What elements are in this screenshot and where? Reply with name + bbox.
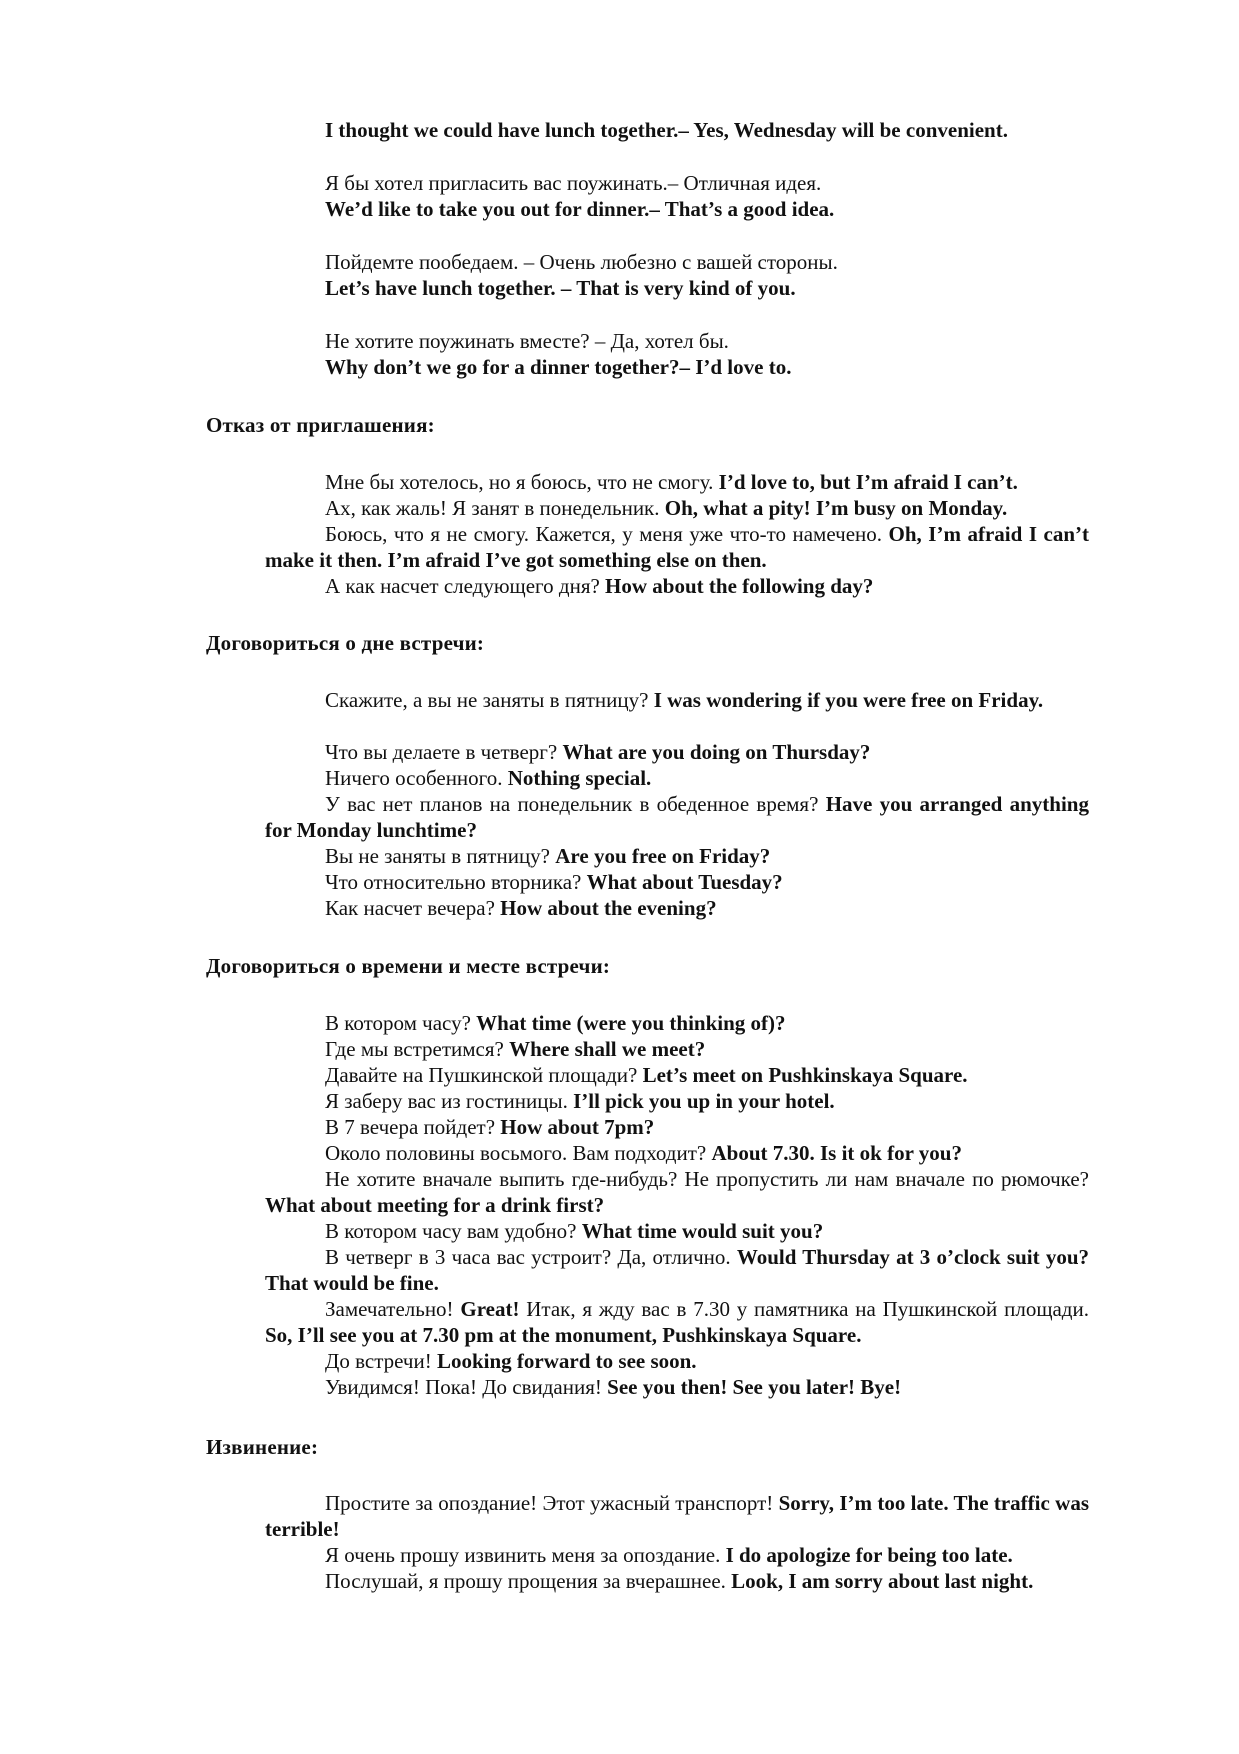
- english-phrase: What about meeting for a drink first?: [265, 1193, 605, 1217]
- russian-phrase: Я бы хотел пригласить вас поужинать.– Отличная идея.: [325, 171, 822, 195]
- phrase-pair: [265, 1218, 1089, 1244]
- russian-phrase: В котором часу?: [325, 1011, 477, 1035]
- section-heading: Извинение:: [206, 1435, 319, 1459]
- russian-phrase: Мне бы хотелось, но я боюсь, что не смогу.: [325, 470, 719, 494]
- english-phrase: I’d love to, but I’m afraid I can’t.: [718, 470, 1018, 494]
- russian-phrase: В котором часу вам удобно?: [325, 1219, 582, 1243]
- russian-phrase: Простите за опоздание! Этот ужасный транспорт!: [325, 1491, 779, 1515]
- russian-phrase: Не хотите поужинать вместе? – Да, хотел бы.: [325, 329, 729, 353]
- english-phrase: I do apologize for being too late.: [725, 1543, 1013, 1567]
- russian-phrase: Я заберу вас из гостиницы.: [325, 1089, 574, 1113]
- russian-phrase: Увидимся! Пока! До свидания!: [325, 1375, 608, 1399]
- russian-phrase: А как насчет следующего дня?: [325, 574, 606, 598]
- phrase-pair: [265, 765, 1089, 791]
- english-phrase: What time (were you thinking of)?: [476, 1011, 786, 1035]
- russian-phrase: Как насчет вечера?: [325, 896, 501, 920]
- english-phrase: I thought we could have lunch together.– Yes, Wednesday will be convenient.: [325, 118, 1008, 142]
- english-phrase: So, I’ll see you at 7.30 pm at the monument, Pushkinskaya Square.: [265, 1323, 862, 1347]
- phrase-pair: [265, 1140, 1089, 1166]
- section-heading: Договориться о дне встречи:: [206, 631, 485, 655]
- phrase-pair: [265, 739, 1089, 765]
- phrase-pair: [265, 469, 1089, 495]
- russian-phrase: Ах, как жаль! Я занят в понедельник.: [325, 496, 665, 520]
- english-phrase: What time would suit you?: [581, 1219, 824, 1243]
- phrase-line: [325, 249, 1089, 275]
- english-phrase: Oh, I’m afraid I can’t make it then. I’m afraid I’ve got something else on then.: [265, 522, 1089, 572]
- russian-phrase: Боюсь, что я не смогу. Кажется, у меня уже что-то намечено.: [325, 522, 889, 546]
- english-phrase: Let’s have lunch together. – That is very kind of you.: [325, 276, 796, 300]
- phrase-line: [325, 354, 1089, 380]
- phrase-line: [325, 275, 1089, 301]
- phrase-pair: [265, 1036, 1089, 1062]
- phrase-pair: [265, 1490, 1089, 1542]
- english-phrase: Where shall we meet?: [509, 1037, 706, 1061]
- russian-phrase: У вас нет планов на понедельник в обеденное время?: [325, 792, 826, 816]
- phrase-line: [325, 117, 1089, 143]
- english-phrase: How about the following day?: [605, 574, 874, 598]
- english-phrase: About 7.30. Is it ok for you?: [711, 1141, 962, 1165]
- phrase-pair: [265, 495, 1089, 521]
- english-phrase: How about 7pm?: [500, 1115, 655, 1139]
- phrase-pair: [265, 573, 1089, 599]
- phrase-pair: [265, 1010, 1089, 1036]
- english-phrase: Let’s meet on Pushkinskaya Square.: [642, 1063, 968, 1087]
- russian-phrase: Что вы делаете в четверг?: [325, 740, 563, 764]
- russian-phrase: В 7 вечера пойдет?: [325, 1115, 501, 1139]
- english-phrase: Have you arranged anything for Monday lunchtime?: [265, 792, 1089, 842]
- phrase-line: [325, 170, 1089, 196]
- english-phrase: Are you free on Friday?: [555, 844, 771, 868]
- phrase-pair: [265, 1374, 1089, 1400]
- russian-phrase: Около половины восьмого. Вам подходит?: [325, 1141, 712, 1165]
- phrase-pair: [265, 1568, 1089, 1594]
- english-phrase: Why don’t we go for a dinner together?– I’d love to.: [325, 355, 792, 379]
- phrase-line: [325, 328, 1089, 354]
- russian-phrase: Я очень прошу извинить меня за опоздание.: [325, 1543, 726, 1567]
- phrase-pair: [265, 1244, 1089, 1296]
- english-phrase: Great!: [460, 1297, 520, 1321]
- russian-phrase: Итак, я жду вас в 7.30 у памятника на Пушкинской площади.: [519, 1297, 1089, 1321]
- section-heading: Отказ от приглашения:: [206, 413, 435, 437]
- english-phrase: What about Tuesday?: [586, 870, 783, 894]
- english-phrase: We’d like to take you out for dinner.– That’s a good idea.: [325, 197, 835, 221]
- english-phrase: I’ll pick you up in your hotel.: [573, 1089, 835, 1113]
- phrase-pair: [265, 791, 1089, 843]
- russian-phrase: До встречи!: [325, 1349, 437, 1373]
- phrase-pair: [265, 1166, 1089, 1218]
- russian-phrase: Послушай, я прошу прощения за вчерашнее.: [325, 1569, 732, 1593]
- phrase-line: [325, 196, 1089, 222]
- english-phrase: Nothing special.: [507, 766, 652, 790]
- phrase-pair: [265, 1542, 1089, 1568]
- english-phrase: I was wondering if you were free on Friday.: [653, 688, 1044, 712]
- phrase-pair: [265, 869, 1089, 895]
- english-phrase: Oh, what a pity! I’m busy on Monday.: [664, 496, 1008, 520]
- phrase-pair: [265, 895, 1089, 921]
- english-phrase: Would Thursday at 3 o’clock suit you? That would be fine.: [265, 1245, 1089, 1295]
- russian-phrase: Замечательно!: [325, 1297, 461, 1321]
- russian-phrase: Давайте на Пушкинской площади?: [325, 1063, 643, 1087]
- phrase-pair: [265, 1114, 1089, 1140]
- russian-phrase: В четверг в 3 часа вас устроит? Да, отлично.: [325, 1245, 737, 1269]
- english-phrase: How about the evening?: [500, 896, 717, 920]
- russian-phrase: Не хотите вначале выпить где-нибудь? Не пропустить ли нам вначале по рюмочке?: [325, 1167, 1089, 1191]
- english-phrase: Sorry, I’m too late. The traffic was terrible!: [265, 1491, 1090, 1541]
- russian-phrase: Скажите, а вы не заняты в пятницу?: [325, 688, 654, 712]
- section-heading: Договориться о времени и месте встречи:: [206, 954, 611, 978]
- english-phrase: See you then! See you later! Bye!: [607, 1375, 902, 1399]
- phrase-pair: [265, 521, 1089, 573]
- phrase-pair: [265, 1062, 1089, 1088]
- english-phrase: What are you doing on Thursday?: [562, 740, 871, 764]
- english-phrase: Looking forward to see soon.: [436, 1349, 697, 1373]
- russian-phrase: Вы не заняты в пятницу?: [325, 844, 556, 868]
- russian-phrase: Ничего особенного.: [325, 766, 508, 790]
- russian-phrase: Что относительно вторника?: [325, 870, 587, 894]
- russian-phrase: Пойдемте пообедаем. – Очень любезно с вашей стороны.: [325, 250, 838, 274]
- english-phrase: Look, I am sorry about last night.: [731, 1569, 1034, 1593]
- phrase-pair: [265, 1088, 1089, 1114]
- phrase-pair: [265, 687, 1089, 713]
- phrase-pair: [265, 1348, 1089, 1374]
- phrase-pair: [265, 843, 1089, 869]
- russian-phrase: Где мы встретимся?: [325, 1037, 510, 1061]
- phrase-pair: [265, 1296, 1089, 1348]
